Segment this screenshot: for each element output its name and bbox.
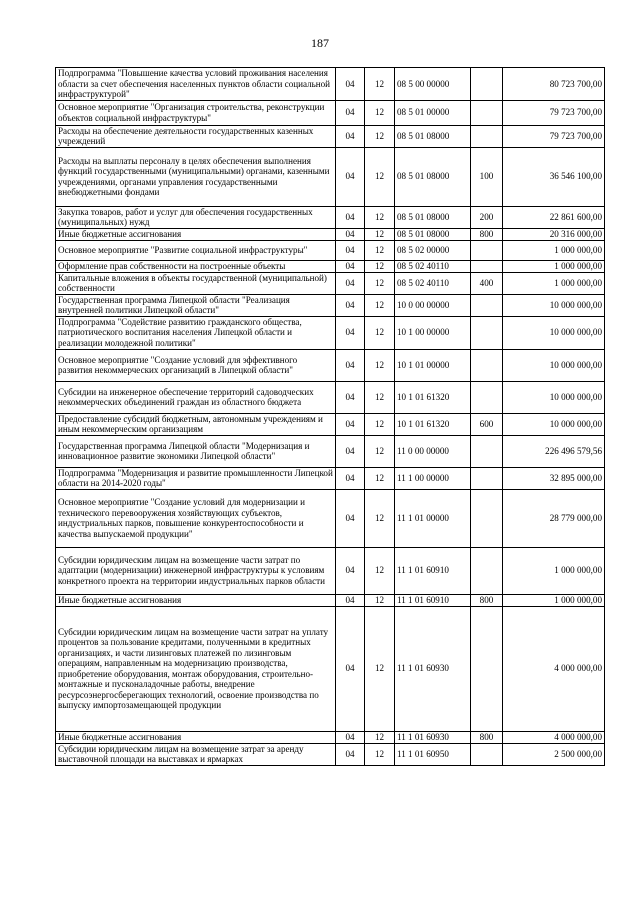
row-subsection: 12 [365, 316, 395, 349]
row-target-code: 11 1 00 00000 [395, 467, 471, 489]
row-target-code: 11 1 01 00000 [395, 489, 471, 547]
row-amount: 79 723 700,00 [503, 125, 605, 147]
row-name: Субсидии юридическим лицам на возмещение части затрат по адаптации (модернизации) инженерной инфраструктуры к условиям конкретного проекта на территории индустриальных парков области [56, 547, 336, 594]
row-name: Субсидии юридическим лицам на возмещение затрат за аренду выставочной площади на выставках и ярмарках [56, 743, 336, 765]
page-number: 187 [311, 36, 329, 50]
row-name: Предоставление субсидий бюджетным, автономным учреждениям и иным некоммерческим организациям [56, 413, 336, 435]
row-amount: 10 000 000,00 [503, 294, 605, 316]
row-target-code: 08 5 01 08000 [395, 125, 471, 147]
row-amount: 10 000 000,00 [503, 316, 605, 349]
row-section: 04 [336, 467, 365, 489]
row-name: Подпрограмма "Модернизация и развитие промышленности Липецкой области на 2014-2020 годы" [56, 467, 336, 489]
row-target-code: 08 5 01 00000 [395, 100, 471, 125]
row-name: Подпрограмма "Содействие развитию гражданского общества, патриотического воспитания населения Липецкой области и реализации молодежной политики" [56, 316, 336, 349]
row-name: Субсидии на инженерное обеспечение территорий садоводческих некоммерческих объединений граждан из областного бюджета [56, 381, 336, 413]
table-row [56, 294, 605, 316]
row-name: Капитальные вложения в объекты государственной (муниципальной) собственности [56, 272, 336, 294]
row-amount: 22 861 600,00 [503, 206, 605, 228]
row-name: Субсидии юридическим лицам на возмещение части затрат на уплату процентов за пользование кредитами, полученными в кредитных организациях, и части лизинговых платежей по лизинговым операциям, направленным на модернизацию производства, приобретение оборудования, монтаж оборудования, строительно-монтажные и пусконаладочные работы, внедрение ресурсоэнергосберегающих технологий, освоение производства по выпуску импортозамещающей продукции [56, 606, 336, 731]
row-target-code: 11 1 01 60910 [395, 547, 471, 594]
row-amount: 32 895 000,00 [503, 467, 605, 489]
table-row [56, 467, 605, 489]
table-row [56, 316, 605, 349]
row-target-code: 08 5 02 40110 [395, 260, 471, 272]
row-amount: 28 779 000,00 [503, 489, 605, 547]
table-row [56, 260, 605, 272]
row-amount: 36 546 100,00 [503, 147, 605, 206]
row-subsection: 12 [365, 413, 395, 435]
table-row [56, 68, 605, 101]
table-row [56, 349, 605, 381]
row-subsection: 12 [365, 594, 395, 606]
row-subsection: 12 [365, 294, 395, 316]
row-amount: 10 000 000,00 [503, 381, 605, 413]
row-subsection: 12 [365, 743, 395, 765]
row-expense-type: 800 [471, 228, 503, 240]
row-name: Основное мероприятие "Организация строительства, реконструкции объектов социальной инфраструктуры" [56, 100, 336, 125]
row-section: 04 [336, 606, 365, 731]
row-name: Оформление прав собственности на построенные объекты [56, 260, 336, 272]
row-subsection: 12 [365, 349, 395, 381]
row-section: 04 [336, 594, 365, 606]
row-amount: 80 723 700,00 [503, 68, 605, 101]
row-name: Подпрограмма "Повышение качества условий проживания населения области за счет обеспечения населенных пунктов области социальной инфраструктурой" [56, 68, 336, 101]
row-section: 04 [336, 240, 365, 260]
row-section: 04 [336, 68, 365, 101]
table-row [56, 606, 605, 731]
row-name: Основное мероприятие "Создание условий для эффективного развития некоммерческих организаций в Липецкой области" [56, 349, 336, 381]
budget-table-body [56, 68, 605, 766]
row-expense-type: 800 [471, 731, 503, 743]
table-row [56, 381, 605, 413]
row-expense-type: 600 [471, 413, 503, 435]
row-expense-type: 100 [471, 147, 503, 206]
row-section: 04 [336, 743, 365, 765]
row-expense-type: 200 [471, 206, 503, 228]
row-amount: 1 000 000,00 [503, 272, 605, 294]
row-target-code: 11 0 00 00000 [395, 435, 471, 467]
row-name: Иные бюджетные ассигнования [56, 228, 336, 240]
row-target-code: 10 0 00 00000 [395, 294, 471, 316]
table-row [56, 147, 605, 206]
row-expense-type [471, 240, 503, 260]
row-target-code: 10 1 00 00000 [395, 316, 471, 349]
row-expense-type [471, 547, 503, 594]
row-section: 04 [336, 272, 365, 294]
row-target-code: 11 1 01 60910 [395, 594, 471, 606]
row-amount: 20 316 000,00 [503, 228, 605, 240]
row-target-code: 08 5 01 08000 [395, 147, 471, 206]
table-row [56, 228, 605, 240]
row-name: Закупка товаров, работ и услуг для обеспечения государственных (муниципальных) нужд [56, 206, 336, 228]
row-section: 04 [336, 435, 365, 467]
row-subsection: 12 [365, 125, 395, 147]
table-row [56, 489, 605, 547]
row-subsection: 12 [365, 467, 395, 489]
row-expense-type [471, 68, 503, 101]
row-expense-type: 800 [471, 594, 503, 606]
table-row [56, 100, 605, 125]
row-name: Иные бюджетные ассигнования [56, 731, 336, 743]
row-name: Расходы на выплаты персоналу в целях обеспечения выполнения функций государственными (муниципальными) органами, казенными учреждениями, органами управления государственными внебюджетными фондами [56, 147, 336, 206]
row-expense-type [471, 316, 503, 349]
row-target-code: 11 1 01 60930 [395, 606, 471, 731]
row-subsection: 12 [365, 147, 395, 206]
row-target-code: 11 1 01 60930 [395, 731, 471, 743]
row-section: 04 [336, 349, 365, 381]
row-section: 04 [336, 147, 365, 206]
row-name: Государственная программа Липецкой области "Реализация внутренней политики Липецкой области" [56, 294, 336, 316]
table-row [56, 547, 605, 594]
row-expense-type [471, 125, 503, 147]
row-subsection: 12 [365, 547, 395, 594]
row-expense-type [471, 381, 503, 413]
table-row [56, 731, 605, 743]
row-section: 04 [336, 413, 365, 435]
row-section: 04 [336, 125, 365, 147]
row-subsection: 12 [365, 228, 395, 240]
row-amount: 1 000 000,00 [503, 260, 605, 272]
row-expense-type [471, 606, 503, 731]
table-row [56, 240, 605, 260]
row-amount: 79 723 700,00 [503, 100, 605, 125]
table-row [56, 743, 605, 765]
row-name: Основное мероприятие "Создание условий для модернизации и технического перевооружения хозяйствующих субъектов, индустриальных парков, повышение конкурентоспособности и качества выпускаемой продукции" [56, 489, 336, 547]
row-subsection: 12 [365, 606, 395, 731]
row-target-code: 11 1 01 60950 [395, 743, 471, 765]
row-name: Государственная программа Липецкой области "Модернизация и инновационное развитие экономики Липецкой области" [56, 435, 336, 467]
row-target-code: 08 5 00 00000 [395, 68, 471, 101]
table-row [56, 125, 605, 147]
row-subsection: 12 [365, 272, 395, 294]
row-name: Основное мероприятие "Развитие социальной инфраструктуры" [56, 240, 336, 260]
row-target-code: 10 1 01 00000 [395, 349, 471, 381]
table-row [56, 272, 605, 294]
row-subsection: 12 [365, 260, 395, 272]
row-section: 04 [336, 547, 365, 594]
row-amount: 4 000 000,00 [503, 606, 605, 731]
row-amount: 226 496 579,56 [503, 435, 605, 467]
row-subsection: 12 [365, 68, 395, 101]
row-expense-type [471, 260, 503, 272]
row-expense-type [471, 489, 503, 547]
row-expense-type [471, 100, 503, 125]
row-subsection: 12 [365, 206, 395, 228]
row-expense-type [471, 435, 503, 467]
row-amount: 10 000 000,00 [503, 349, 605, 381]
row-subsection: 12 [365, 240, 395, 260]
row-expense-type: 400 [471, 272, 503, 294]
row-amount: 1 000 000,00 [503, 547, 605, 594]
row-name: Расходы на обеспечение деятельности государственных казенных учреждений [56, 125, 336, 147]
row-target-code: 08 5 01 08000 [395, 206, 471, 228]
row-expense-type [471, 294, 503, 316]
row-expense-type [471, 467, 503, 489]
row-amount: 2 500 000,00 [503, 743, 605, 765]
row-section: 04 [336, 381, 365, 413]
row-section: 04 [336, 731, 365, 743]
row-amount: 4 000 000,00 [503, 731, 605, 743]
row-subsection: 12 [365, 489, 395, 547]
row-target-code: 10 1 01 61320 [395, 413, 471, 435]
row-section: 04 [336, 294, 365, 316]
row-target-code: 10 1 01 61320 [395, 381, 471, 413]
row-amount: 1 000 000,00 [503, 594, 605, 606]
row-amount: 1 000 000,00 [503, 240, 605, 260]
budget-table [55, 67, 605, 766]
table-row [56, 594, 605, 606]
row-target-code: 08 5 02 00000 [395, 240, 471, 260]
row-section: 04 [336, 260, 365, 272]
row-expense-type [471, 743, 503, 765]
row-amount: 10 000 000,00 [503, 413, 605, 435]
row-expense-type [471, 349, 503, 381]
table-row [56, 413, 605, 435]
row-subsection: 12 [365, 100, 395, 125]
row-section: 04 [336, 206, 365, 228]
row-target-code: 08 5 02 40110 [395, 272, 471, 294]
table-row [56, 206, 605, 228]
row-section: 04 [336, 489, 365, 547]
row-section: 04 [336, 100, 365, 125]
row-target-code: 08 5 01 08000 [395, 228, 471, 240]
row-subsection: 12 [365, 731, 395, 743]
row-section: 04 [336, 316, 365, 349]
row-subsection: 12 [365, 381, 395, 413]
table-row [56, 435, 605, 467]
row-name: Иные бюджетные ассигнования [56, 594, 336, 606]
row-section: 04 [336, 228, 365, 240]
row-subsection: 12 [365, 435, 395, 467]
